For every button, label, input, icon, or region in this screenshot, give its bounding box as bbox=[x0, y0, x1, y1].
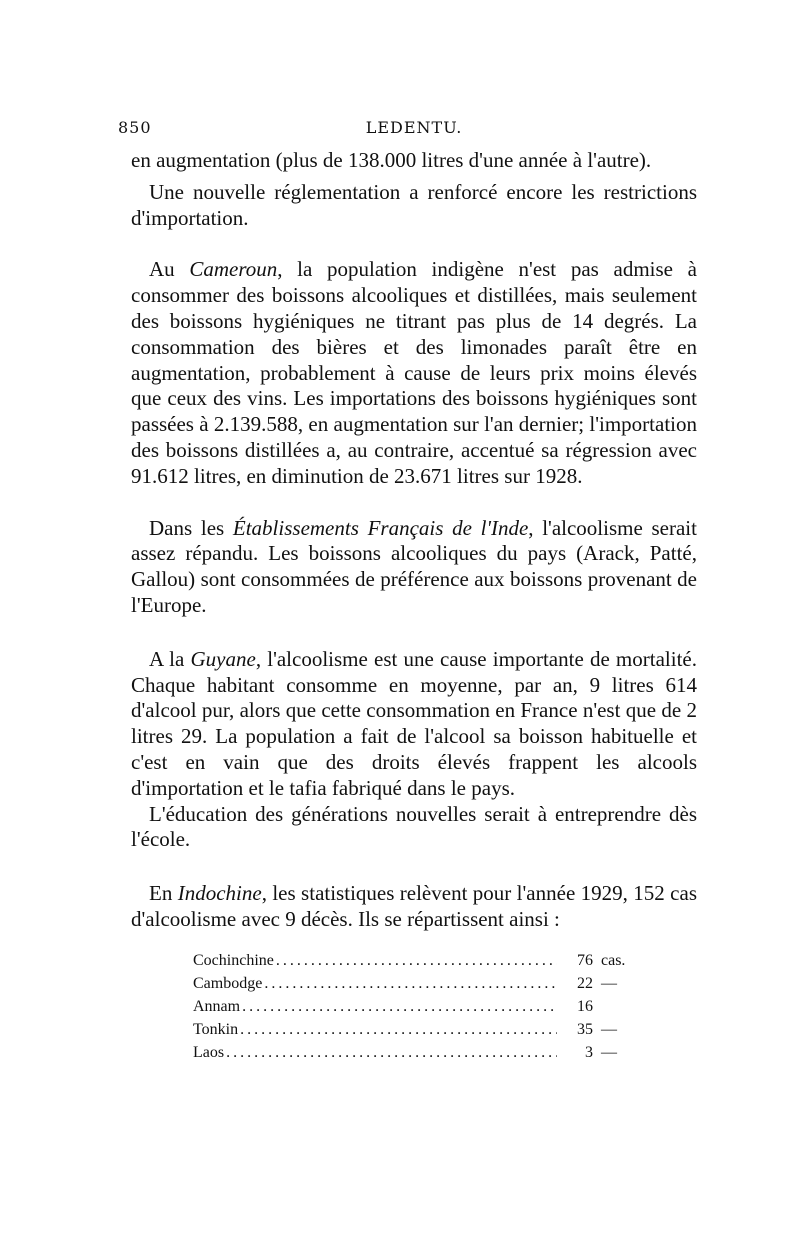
paragraph-inde-body: , l'alcoolisme serait assez répandu. Les boissons alcooliques du pays (Arack, Patté, Gallou) sont consommées de préférence aux boissons provenant de l'Europe. bbox=[131, 515, 697, 617]
case-count: 22 bbox=[577, 974, 593, 992]
region-name: Laos bbox=[193, 1043, 225, 1061]
table-row bbox=[193, 1041, 643, 1064]
table-row bbox=[193, 949, 643, 972]
place-inde: Établissements Français de l'Inde bbox=[232, 515, 529, 540]
case-count: 35 bbox=[577, 1020, 593, 1038]
region-name: Cambodge bbox=[193, 974, 263, 992]
paragraph-inde-lead: Dans les bbox=[149, 515, 233, 540]
paragraph-guyane-body: , l'alcoolisme est une cause importante de mortalité. Chaque habitant consomme en moyenne, par an, 9 litres 614 d'alcool pur, alors que cette consommation en France n'est que de 2 litres 29. La population a fait de l'alcool sa boisson habituelle et c'est en vain que des droits élevés frappent les alcools d'importation et le tafia fabriqué dans le pays. bbox=[131, 646, 697, 800]
dot-leader bbox=[242, 995, 557, 1018]
region-name: Tonkin bbox=[193, 1020, 239, 1038]
paragraph-guyane bbox=[131, 647, 697, 802]
paragraph-education: L'éducation des générations nouvelles serait à entreprendre dès l'école. bbox=[131, 801, 697, 852]
paragraph-cameroun-body: , la population indigène n'est pas admise à consommer des boissons alcooliques et distillées, mais seulement des boissons hygiéniques ne titrant pas plus de 14 degrés. La consommation des bières et des limonades paraît être en augmentation, probablement à cause de leurs prix moins élevés que ceux des vins. Les importations des boissons hygiéniques sont passées à 2.139.588, en augmentation sur l'an dernier; l'importation des boissons distillées a, au contraire, accentué sa régression avec 91.612 litres, en diminution de 23.671 litres sur 1928. bbox=[131, 257, 697, 488]
case-count: 3 bbox=[585, 1043, 593, 1061]
region-name: Annam bbox=[193, 997, 241, 1015]
page bbox=[118, 118, 697, 1064]
paragraph-reglementation: Une nouvelle réglementation a renforcé encore les restrictions d'importation. bbox=[131, 179, 697, 230]
case-count: 76 bbox=[577, 951, 593, 969]
paragraph-inde bbox=[131, 516, 697, 619]
region-name: Cochinchine bbox=[193, 951, 274, 969]
alcoholism-cases-table bbox=[193, 949, 643, 1064]
paragraph-indochine bbox=[131, 881, 697, 933]
case-unit: cas. bbox=[601, 951, 626, 969]
case-unit: — bbox=[601, 974, 617, 992]
paragraph-cameroun bbox=[131, 257, 697, 489]
page-number: 850 bbox=[118, 118, 152, 137]
place-guyane: Guyane bbox=[190, 646, 256, 671]
dot-leader bbox=[226, 1041, 557, 1064]
dot-leader bbox=[276, 949, 557, 972]
dot-leader bbox=[264, 972, 557, 995]
running-title: LEDENTU. bbox=[365, 118, 463, 137]
paragraph-cameroun-lead: Au bbox=[149, 257, 190, 282]
paragraph-continuation: en augmentation (plus de 138.000 litres d'une année à l'autre). bbox=[131, 148, 652, 172]
place-indochine: Indochine bbox=[177, 881, 262, 906]
paragraph-guyane-lead: A la bbox=[149, 646, 191, 671]
page-header bbox=[118, 118, 697, 148]
place-cameroun: Cameroun bbox=[189, 257, 278, 282]
paragraph-indochine-lead: En bbox=[149, 881, 178, 906]
table-row bbox=[193, 1018, 643, 1041]
case-unit: — bbox=[601, 1020, 617, 1038]
paragraph-indochine-body: , les statistiques relèvent pour l'année 1929, 152 cas d'alcoolisme avec 9 décès. Ils se répartissent ainsi : bbox=[131, 881, 697, 931]
table-row bbox=[193, 972, 643, 995]
case-count: 16 bbox=[577, 997, 593, 1015]
table-row bbox=[193, 995, 643, 1018]
case-unit: — bbox=[601, 1043, 617, 1061]
dot-leader bbox=[240, 1018, 557, 1041]
